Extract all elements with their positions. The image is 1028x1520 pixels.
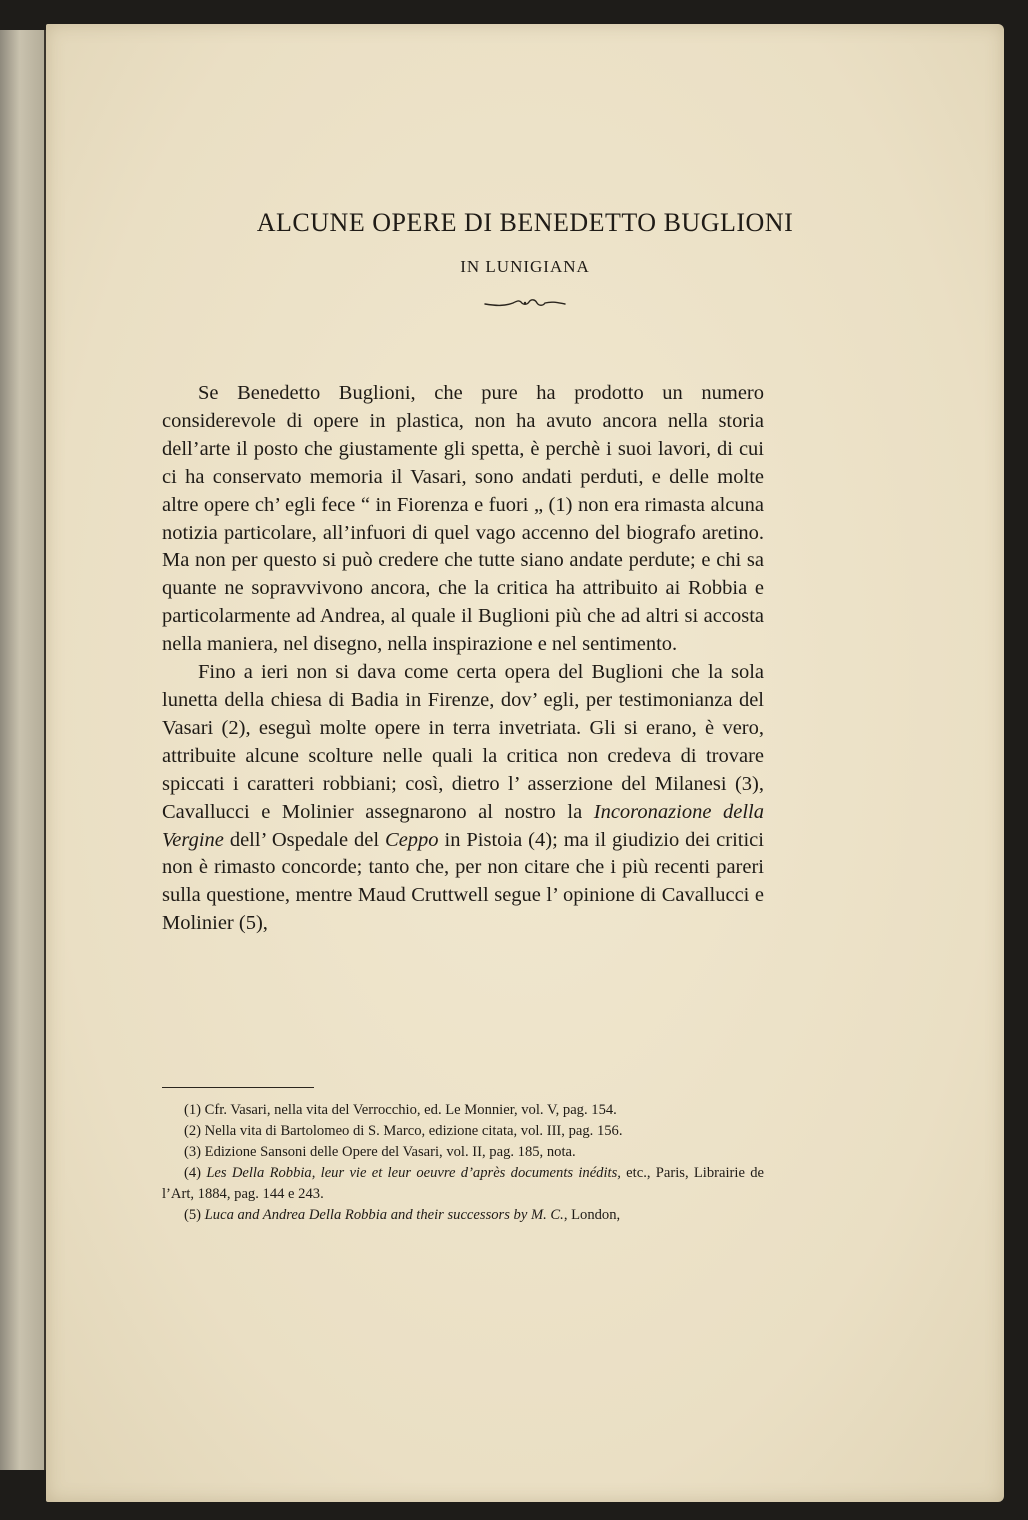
ornament-divider-icon: [483, 297, 567, 309]
footnotes: [162, 1100, 764, 1226]
footnote: [162, 1121, 764, 1142]
chapter-heading: [46, 210, 1004, 309]
text-segment: in Pistoia (4); ma il giudizio dei critici non è rimasto concorde; tanto che, per non citare che i più recenti pareri sulla questione, mentre Maud Cruttwell segue l’ opinione di Cavallucci e Molinier (5),: [162, 828, 764, 935]
footnote-text: (4): [184, 1165, 207, 1181]
chapter-title: ALCUNE OPERE DI BENEDETTO BUGLIONI: [256, 208, 794, 237]
footnote-text: (1) Cfr. Vasari, nella vita del Verrocchio, ed. Le Monnier, vol. V, pag. 154.: [184, 1102, 617, 1118]
footnote-text: etc., Paris, Librairie de l’Art, 1884, pag. 144 e 243.: [162, 1165, 764, 1202]
paragraph: [162, 659, 764, 938]
footnote: [162, 1100, 764, 1121]
body-text: [162, 380, 764, 938]
footnote-italic-title: Les Della Robbia, leur vie et leur oeuvre d’après documents inédits,: [206, 1165, 621, 1181]
text-segment: dell’ Ospedale del: [223, 828, 386, 851]
chapter-subtitle: IN LUNIGIANA: [460, 257, 590, 276]
paragraph: [162, 380, 764, 659]
previous-page-edge: [0, 30, 46, 1470]
footnote-text: (5): [184, 1207, 205, 1223]
footnote-text: , London,: [563, 1207, 621, 1223]
italic-title: Incoronazione della Vergine: [162, 800, 764, 851]
footnote: [162, 1142, 764, 1163]
footnote: [162, 1205, 764, 1226]
footnote-text: (3) Edizione Sansoni delle Opere del Vasari, vol. II, pag. 185, nota.: [184, 1144, 576, 1160]
footnote: [162, 1163, 764, 1205]
italic-place-name: Ceppo: [385, 828, 439, 851]
footnote-separator: [162, 1087, 314, 1088]
book-page: [46, 24, 1004, 1502]
footnote-italic-title: Luca and Andrea Della Robbia and their successors by M. C.: [204, 1207, 564, 1223]
footnote-text: (2) Nella vita di Bartolomeo di S. Marco, edizione citata, vol. III, pag. 156.: [184, 1123, 623, 1139]
text-segment: Se Benedetto Buglioni, che pure ha prodotto un numero considerevole di opere in plastica, non ha avuto ancora nella storia dell’arte il posto che giustamente gli spetta, è perchè i suoi lavori, di cui ci ha conservato memoria il Vasari, sono andati perduti, e delle molte altre opere ch’ egli fece “ in Fiorenza e fuori „ (1) non era rimasta alcuna notizia particolare, all’infuori di quel vago accenno del biografo aretino. Ma non per questo si può credere che tutte siano andate perdute; e chi sa quante ne sopravvivono ancora, che la critica ha attribuito ai Robbia e particolarmente ad Andrea, al quale il Buglioni più che ad altri si accosta nella maniera, nel disegno, nella inspirazione e nel sentimento.: [162, 382, 764, 656]
text-segment: Fino a ieri non si dava come certa opera del Buglioni che la sola lunetta della chiesa di Badia in Firenze, dov’ egli, per testimonianza del Vasari (2), eseguì molte opere in terra invetriata. Gli si erano, è vero, attribuite alcune scolture nelle quali la critica non credeva di trovare spiccati i caratteri robbiani; così, dietro l’ asserzione del Milanesi (3), Cavallucci e Molinier assegnarono al nostro la: [162, 661, 764, 823]
